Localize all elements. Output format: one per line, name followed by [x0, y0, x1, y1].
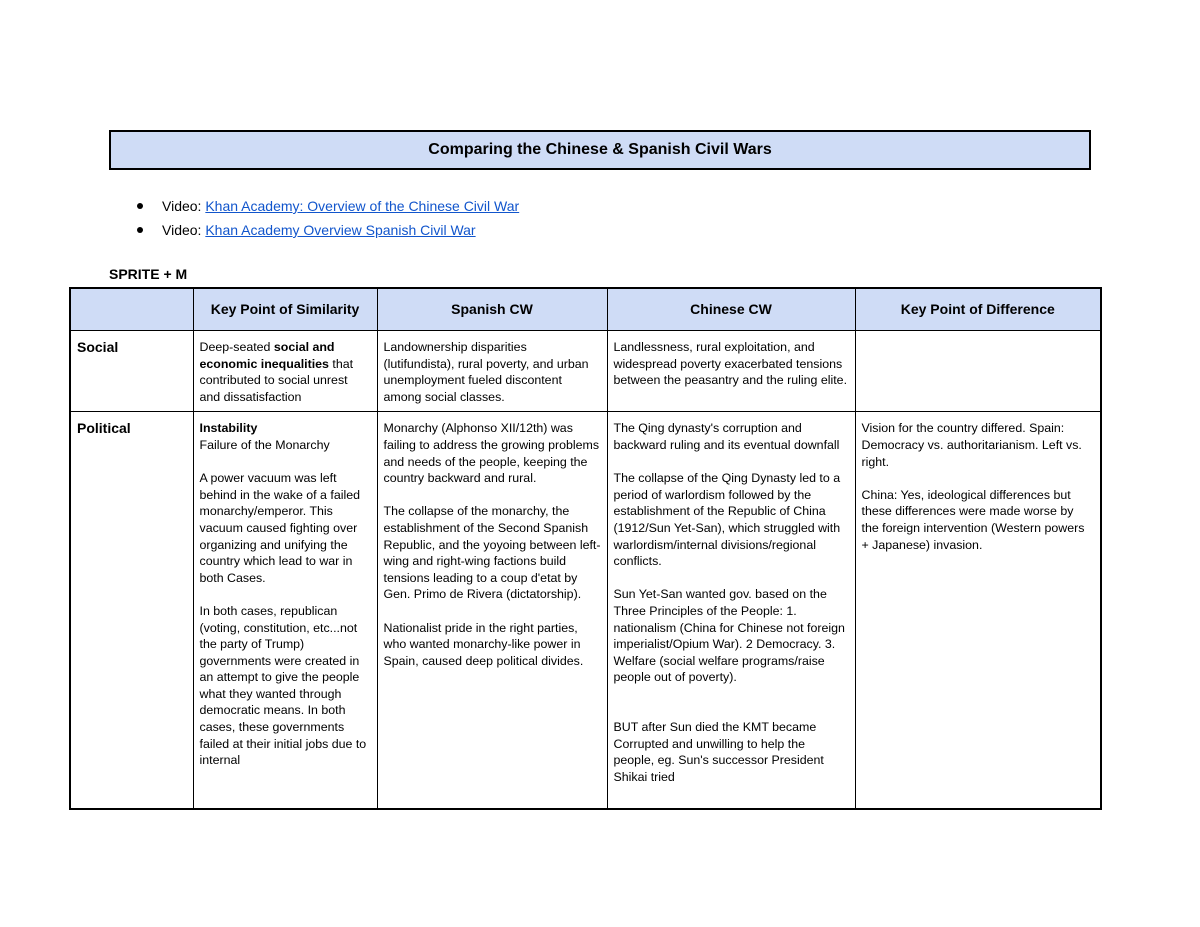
- social-difference-cell: [855, 331, 1101, 412]
- comparison-table: [69, 287, 1102, 810]
- header-blank: [70, 288, 193, 331]
- political-difference-cell: Vision for the country differed. Spain: Democracy vs. authoritarianism. Left vs. right. China: Yes, ideological differences but these differences were made worse by the foreign intervention (Western powers + Japanese) invasion.: [855, 412, 1101, 810]
- bullet-icon: [137, 203, 143, 209]
- social-spanish-cell: Landownership disparities (lutifundista), rural poverty, and urban unemployment fueled discontent among social classes.: [377, 331, 607, 412]
- header-similarity: Key Point of Similarity: [193, 288, 377, 331]
- header-chinese-cw: Chinese CW: [607, 288, 855, 331]
- section-label: SPRITE + M: [109, 266, 188, 282]
- table-row: [70, 331, 1101, 412]
- video-prefix: Video: Khan Academy Overview Spanish Civil War: [162, 222, 476, 238]
- video-list-item: [135, 220, 519, 244]
- page-title: Comparing the Chinese & Spanish Civil Wars: [109, 130, 1091, 170]
- header-spanish-cw: Spanish CW: [377, 288, 607, 331]
- table-header-row: [70, 288, 1101, 331]
- row-label-social: Social: [70, 331, 193, 412]
- spanish-civil-war-video-link[interactable]: Khan Academy Overview Spanish Civil War: [205, 222, 476, 238]
- video-list-item: [135, 196, 519, 220]
- video-prefix: Video: Khan Academy: Overview of the Chinese Civil War: [162, 198, 520, 214]
- social-chinese-cell: Landlessness, rural exploitation, and widespread poverty exacerbated tensions between the peasantry and the ruling elite.: [607, 331, 855, 412]
- political-chinese-cell: The Qing dynasty's corruption and backward ruling and its eventual downfall The collapse of the Qing Dynasty led to a period of warlordism followed by the establishment of the Republic of China (1912/Sun Yet-San), which struggled with warlordism/internal divisions/regional conflicts. Sun Yet-San wanted gov. based on the Three Principles of the People: 1. nationalism (China for Chinese not foreign imperialist/Opium War). 2 Democracy. 3. Welfare (social welfare programs/raise people out of poverty). BUT after Sun died the KMT became Corrupted and unwilling to help the people, eg. Sun's successor President Shikai tried: [607, 412, 855, 810]
- chinese-civil-war-video-link[interactable]: Khan Academy: Overview of the Chinese Civil War: [205, 198, 520, 214]
- header-difference: Key Point of Difference: [855, 288, 1101, 331]
- bullet-icon: [137, 227, 143, 233]
- social-similarity-cell: Deep-seated social and economic inequalities that contributed to social unrest and dissatisfaction: [193, 331, 377, 412]
- table-row: [70, 412, 1101, 810]
- row-label-political: Political: [70, 412, 193, 810]
- political-spanish-cell: Monarchy (Alphonso XII/12th) was failing to address the growing problems and needs of the people, keeping the country backward and rural. The collapse of the monarchy, the establishment of the Second Spanish Republic, and the yoyoing between left-wing and right-wing factions build tensions leading to a coup d'etat by Gen. Primo de Rivera (dictatorship). Nationalist pride in the right parties, who wanted monarchy-like power in Spain, caused deep political divides.: [377, 412, 607, 810]
- political-similarity-cell: Instability Failure of the Monarchy A power vacuum was left behind in the wake of a failed monarchy/emperor. This vacuum caused fighting over organizing and unifying the country which lead to war in both Cases. In both cases, republican (voting, constitution, etc...not the party of Trump) governments were created in an attempt to give the people what they wanted through democratic means. In both cases, these governments failed at their initial jobs due to internal: [193, 412, 377, 810]
- video-list: [135, 196, 519, 244]
